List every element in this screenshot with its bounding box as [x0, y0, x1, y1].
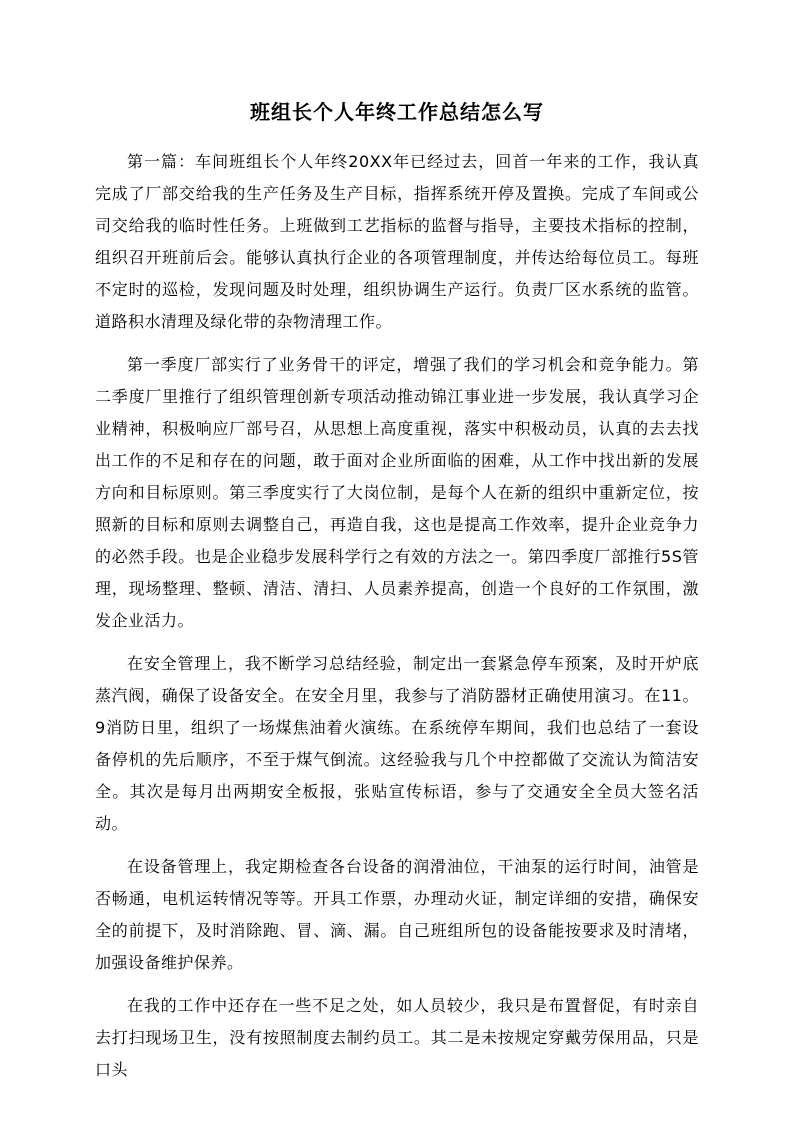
paragraph-5: 在我的工作中还存在一些不足之处，如人员较少，我只是布置督促，有时亲自去打扫现场卫生，没有按照制度去制约员工。其二是未按规定穿戴劳保用品，只是口头 — [95, 996, 699, 1079]
paragraph-3: 在安全管理上，我不断学习总结经验，制定出一套紧急停车预案，及时开炉底蒸汽阀，确保了设备安全。在安全月里，我参与了消防器材正确使用演习。在11。9消防日里，组织了一场煤焦油着火演练。在系统停车期间，我们也总结了一套设备停机的先后顺序，不至于煤气倒流。这经验我与几个中控都做了交流认为简洁安全。其次是每月出两期安全板报，张贴宣传标语，参与了交通安全全员大签名活动。 — [95, 654, 699, 833]
paragraph-4: 在设备管理上，我定期检查各台设备的润滑油位，干油泵的运行时间，油管是否畅通，电机运转情况等等。开具工作票，办理动火证，制定详细的安措，确保安全的前提下，及时消除跑、冒、滴、漏。自己班组所包的设备能按要求及时清堵，加强设备维护保养。 — [95, 857, 699, 972]
paragraph-1: 第一篇：车间班组长个人年终20XX年已经过去，回首一年来的工作，我认真完成了厂部交给我的生产任务及生产目标，指挥系统开停及置换。完成了车间或公司交给我的临时性任务。上班做到工艺指标的监督与指导，主要技术指标的控制，组织召开班前后会。能够认真执行企业的各项管理制度，并传达给每位员工。每班不定时的巡检，发现问题及时处理，组织协调生产运行。负责厂区水系统的监管。道路积水清理及绿化带的杂物清理工作。 — [95, 152, 699, 331]
document-body — [95, 146, 699, 1097]
document-title: 班组长个人年终工作总结怎么写 — [250, 100, 544, 124]
paragraph-2: 第一季度厂部实行了业务骨干的评定，增强了我们的学习机会和竞争能力。第二季度厂里推行了组织管理创新专项活动推动锦江事业进一步发展，我认真学习企业精神，积极响应厂部号召，从思想上高度重视，落实中积极动员，认真的去去找出工作的不足和存在的问题，敢于面对企业所面临的困难，从工作中找出新的发展方向和目标原则。第三季度实行了大岗位制，是每个人在新的组织中重新定位，按照新的目标和原则去调整自己，再造自我，这也是提高工作效率，提升企业竞争力的必然手段。也是企业稳步发展科学行之有效的方法之一。第四季度厂部推行5S管理，现场整理、整顿、清洁、清扫、人员素养提高，创造一个良好的工作氛围，激发企业活力。 — [95, 355, 699, 630]
